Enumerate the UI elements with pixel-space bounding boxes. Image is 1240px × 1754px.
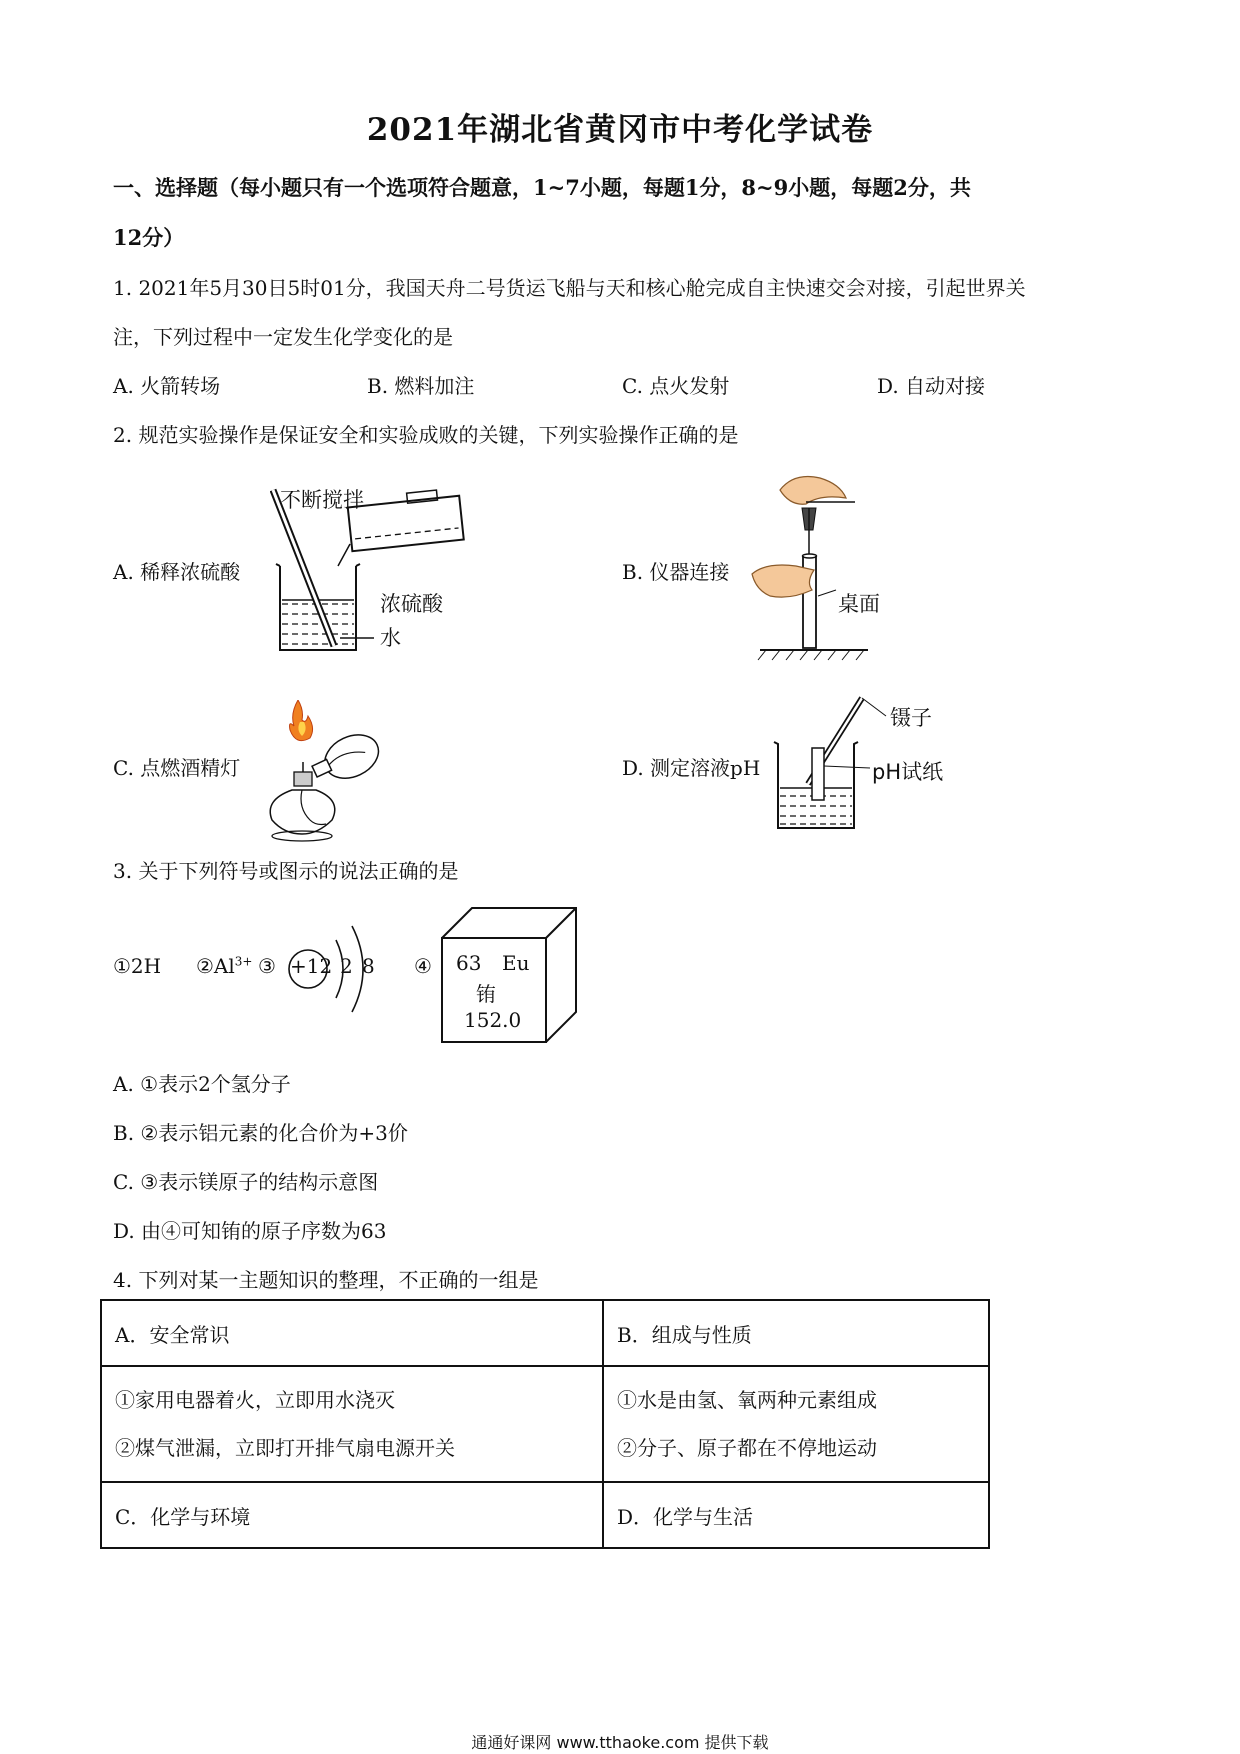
q2-option-a: A. 稀释浓硫酸 [113,560,241,584]
q1-option-a: A. 火箭转场 [113,374,221,398]
shell-1-electrons: 2 [340,954,353,978]
instrument-connection-diagram [750,470,870,670]
cell-b-head: B．组成与性质 [603,1300,989,1366]
q2-stem: 2. 规范实验操作是保证安全和实验成败的关键，下列实验操作正确的是 [113,423,739,447]
q3-option-c: C. ③表示镁原子的结构示意图 [113,1170,379,1194]
acid-label: 浓硫酸 [380,592,443,616]
nucleus-label: +12 [290,954,333,978]
cell-a-item: ②煤气泄漏，立即打开排气扇电源开关 [115,1436,455,1460]
shell-2-electrons: 8 [362,954,375,978]
tweezers-label: 镊子 [890,706,932,730]
q3-option-a: A. ①表示2个氢分子 [113,1072,291,1096]
page-footer: 通通好课网 www.tthaoke.com 提供下载 [471,1733,769,1752]
cell-b-item: ②分子、原子都在不停地运动 [617,1436,877,1460]
page-title: 2021年湖北省黄冈市中考化学试卷 [366,112,874,148]
section-heading-cont: 12分） [113,225,185,250]
atomic-number: 63 [456,951,482,975]
ph-paper-label: pH试纸 [872,760,944,784]
q1-option-d: D. 自动对接 [877,374,986,398]
q2-option-d: D. 测定溶液pH [622,756,761,780]
desk-label: 桌面 [838,592,880,616]
cell-a-head: A．安全常识 [101,1300,603,1366]
element-symbol: Eu [502,951,530,975]
symbol-1: ①2H [113,954,162,978]
cell-b-item: ①水是由氢、氧两种元素组成 [617,1388,877,1412]
symbol-2: $②Al^{3+}$ [196,954,253,978]
q1-stem-cont: 注，下列过程中一定发生化学变化的是 [113,325,453,349]
alcohol-lamp-diagram [262,700,392,850]
cell-a-item: ①家用电器着火，立即用水浇灭 [115,1388,395,1412]
q4-stem: 4. 下列对某一主题知识的整理，不正确的一组是 [113,1268,539,1292]
q3-option-b: B. ②表示铝元素的化合价为+3价 [113,1121,408,1145]
symbol-4: ④ [414,954,432,978]
cell-d-head: D．化学与生活 [603,1482,989,1548]
q1-option-c: C. 点火发射 [622,374,730,398]
symbol-3: ③ [258,954,276,978]
section-heading: 一、选择题（每小题只有一个选项符合题意，1~7小题，每题1分，8~9小题，每题2分，共 [113,175,971,200]
knowledge-table [100,1299,990,1549]
cell-a-items [101,1366,603,1482]
q2-option-b: B. 仪器连接 [622,560,730,584]
atomic-mass: 152.0 [464,1008,522,1032]
q1-stem: 1. 2021年5月30日5时01分，我国天舟二号货运飞船与天和核心舱完成自主快速交会对接，引起世界关 [113,276,1026,300]
q2-option-c: C. 点燃酒精灯 [113,756,241,780]
cell-c-head: C．化学与环境 [101,1482,603,1548]
q1-option-b: B. 燃料加注 [367,374,475,398]
element-name: 铕 [476,982,496,1006]
stir-label: 不断搅拌 [280,488,364,512]
cell-b-items [603,1366,989,1482]
water-label: 水 [380,626,401,650]
q3-stem: 3. 关于下列符号或图示的说法正确的是 [113,859,459,883]
q3-option-d: D. 由④可知铕的原子序数为63 [113,1219,387,1243]
